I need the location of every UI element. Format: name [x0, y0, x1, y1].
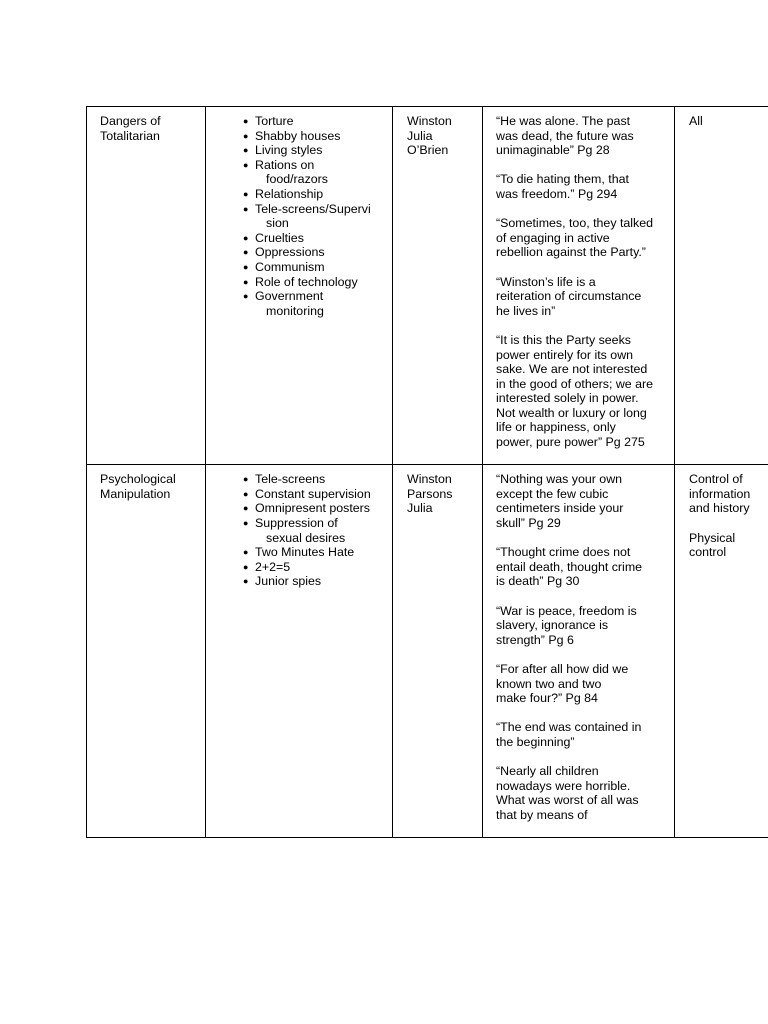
evidence-item-continuation: sexual desires [266, 530, 346, 545]
evidence-item [243, 275, 388, 290]
note-line: information [689, 486, 751, 501]
table-body [87, 107, 768, 838]
quote-line: is death” Pg 30 [496, 574, 580, 589]
evidence-wrapper [206, 465, 392, 589]
evidence-item [243, 231, 388, 246]
evidence-item-continuation: food/razors [266, 172, 328, 187]
quote-line: Not wealth or luxury or long [496, 405, 647, 420]
evidence-item [243, 560, 388, 575]
evidence-item-text: Torture [255, 114, 294, 128]
quote-line: that by means of [496, 807, 588, 822]
quote-block [496, 764, 668, 822]
evidence-cell [206, 465, 393, 838]
quote-line: “Thought crime does not [496, 545, 631, 560]
note-line: All [689, 114, 703, 128]
quote-line: “Sometimes, too, they talked [496, 216, 654, 231]
quote-line: “Winston’s life is a [496, 274, 596, 289]
theme-analysis-table [86, 106, 768, 838]
quote-line: make four?” Pg 84 [496, 691, 598, 706]
notes-cell [675, 465, 768, 838]
quote-line: interested solely in power. [496, 391, 639, 406]
evidence-item [243, 187, 388, 202]
evidence-item-text: Tele-screens [255, 472, 326, 487]
table-row [87, 107, 768, 465]
character-name: Parsons [407, 486, 453, 501]
evidence-cell [206, 107, 393, 465]
theme-line: Dangers of [100, 114, 161, 128]
quote-line: “The end was contained in [496, 720, 642, 735]
evidence-item [243, 245, 388, 260]
evidence-item [243, 516, 388, 545]
theme-text [87, 107, 205, 143]
quote-block [496, 275, 668, 319]
quote-line: rebellion against the Party.” [496, 245, 646, 260]
quote-line: he lives in” [496, 303, 556, 318]
quote-line: reiteration of circumstance [496, 289, 642, 304]
quote-line: nowadays were horrible. [496, 778, 631, 793]
quote-line: life or happiness, only [496, 420, 616, 435]
quotes-list [483, 465, 674, 822]
quote-line: entail death, thought crime [496, 559, 643, 574]
evidence-item-text: Suppression of [255, 516, 338, 531]
character-name: O’Brien [407, 143, 449, 158]
quote-block [496, 333, 668, 450]
evidence-item-text: Living styles [255, 143, 323, 158]
theme-text [87, 465, 205, 501]
evidence-item [243, 202, 388, 231]
evidence-item [243, 545, 388, 560]
evidence-item [243, 158, 388, 187]
note-line: Control of [689, 472, 743, 487]
evidence-item [243, 260, 388, 275]
characters-cell [393, 107, 483, 465]
evidence-item [243, 574, 388, 589]
quotes-cell [483, 465, 675, 838]
character-name: Winston [407, 114, 452, 128]
character-name: Julia [407, 128, 433, 143]
quote-line: “To die hating them, that [496, 172, 629, 187]
evidence-item-text: Government [255, 289, 324, 304]
character-name: Winston [407, 472, 452, 487]
notes-list [675, 107, 768, 129]
evidence-item [243, 129, 388, 144]
evidence-item-text: Omnipresent posters [255, 501, 371, 516]
evidence-list [243, 114, 388, 318]
evidence-item-text: Cruelties [255, 230, 304, 245]
quote-block [496, 720, 668, 749]
evidence-item [243, 289, 388, 318]
characters-list [393, 465, 482, 516]
quote-line: unimaginable” Pg 28 [496, 143, 610, 158]
quote-line: centimeters inside your [496, 501, 624, 516]
evidence-item [243, 114, 388, 129]
characters-list [393, 107, 482, 158]
quote-line: of engaging in active [496, 230, 610, 245]
quote-block [496, 216, 668, 260]
theme-cell [87, 107, 206, 465]
theme-line: Psychological [100, 472, 176, 487]
quote-line: skull” Pg 29 [496, 516, 561, 531]
quote-line: “He was alone. The past [496, 114, 631, 128]
quote-block [496, 114, 668, 158]
evidence-item-text: Constant supervision [255, 486, 371, 501]
quote-line: was dead, the future was [496, 128, 634, 143]
note-block [689, 114, 767, 129]
evidence-item-continuation: monitoring [266, 303, 324, 318]
quote-line: the beginning” [496, 734, 575, 749]
quote-line: except the few cubic [496, 486, 609, 501]
theme-cell [87, 465, 206, 838]
quote-line: “Nothing was your own [496, 472, 623, 487]
quote-block [496, 545, 668, 589]
evidence-list [243, 472, 388, 589]
character-name: Julia [407, 501, 433, 516]
quote-line: power, pure power” Pg 275 [496, 435, 645, 450]
quotes-cell [483, 107, 675, 465]
theme-line: Manipulation [100, 486, 171, 501]
quote-line: “It is this the Party seeks [496, 332, 631, 347]
evidence-item-text: Oppressions [255, 245, 325, 260]
evidence-item-text: Tele-screens/Supervi [255, 201, 371, 216]
quote-block [496, 472, 668, 530]
note-line: control [689, 545, 727, 560]
notes-cell [675, 107, 768, 465]
quote-line: in the good of others; we are [496, 376, 654, 391]
quote-block [496, 604, 668, 648]
evidence-item-text: Shabby houses [255, 128, 341, 143]
quote-block [496, 662, 668, 706]
quotes-list [483, 107, 674, 450]
table-row [87, 465, 768, 838]
notes-list [675, 465, 768, 560]
evidence-item-text: Junior spies [255, 574, 322, 589]
evidence-wrapper [206, 107, 392, 318]
quote-line: sake. We are not interested [496, 362, 648, 377]
quote-line: “For after all how did we [496, 661, 629, 676]
evidence-item-text: Communism [255, 259, 325, 274]
quote-block [496, 172, 668, 201]
quote-line: power entirely for its own [496, 347, 634, 362]
quote-line: “War is peace, freedom is [496, 603, 637, 618]
note-block [689, 531, 767, 560]
quote-line: “Nearly all children [496, 764, 599, 779]
evidence-item-text: Relationship [255, 186, 324, 201]
note-line: and history [689, 501, 750, 516]
evidence-item [243, 487, 388, 502]
evidence-item-text: Two Minutes Hate [255, 545, 355, 560]
quote-line: What was worst of all was [496, 793, 639, 808]
quote-line: slavery, ignorance is [496, 618, 609, 633]
theme-line: Totalitarian [100, 128, 160, 143]
evidence-item [243, 143, 388, 158]
evidence-item-text: 2+2=5 [255, 559, 291, 574]
evidence-item-continuation: sion [266, 216, 289, 231]
evidence-item-text: Role of technology [255, 274, 358, 289]
quote-line: strength” Pg 6 [496, 632, 574, 647]
evidence-item-text: Rations on [255, 157, 315, 172]
characters-cell [393, 465, 483, 838]
evidence-item [243, 472, 388, 487]
quote-line: known two and two [496, 676, 602, 691]
note-block [689, 472, 767, 516]
note-line: Physical [689, 530, 736, 545]
evidence-item [243, 501, 388, 516]
quote-line: was freedom.” Pg 294 [496, 186, 618, 201]
